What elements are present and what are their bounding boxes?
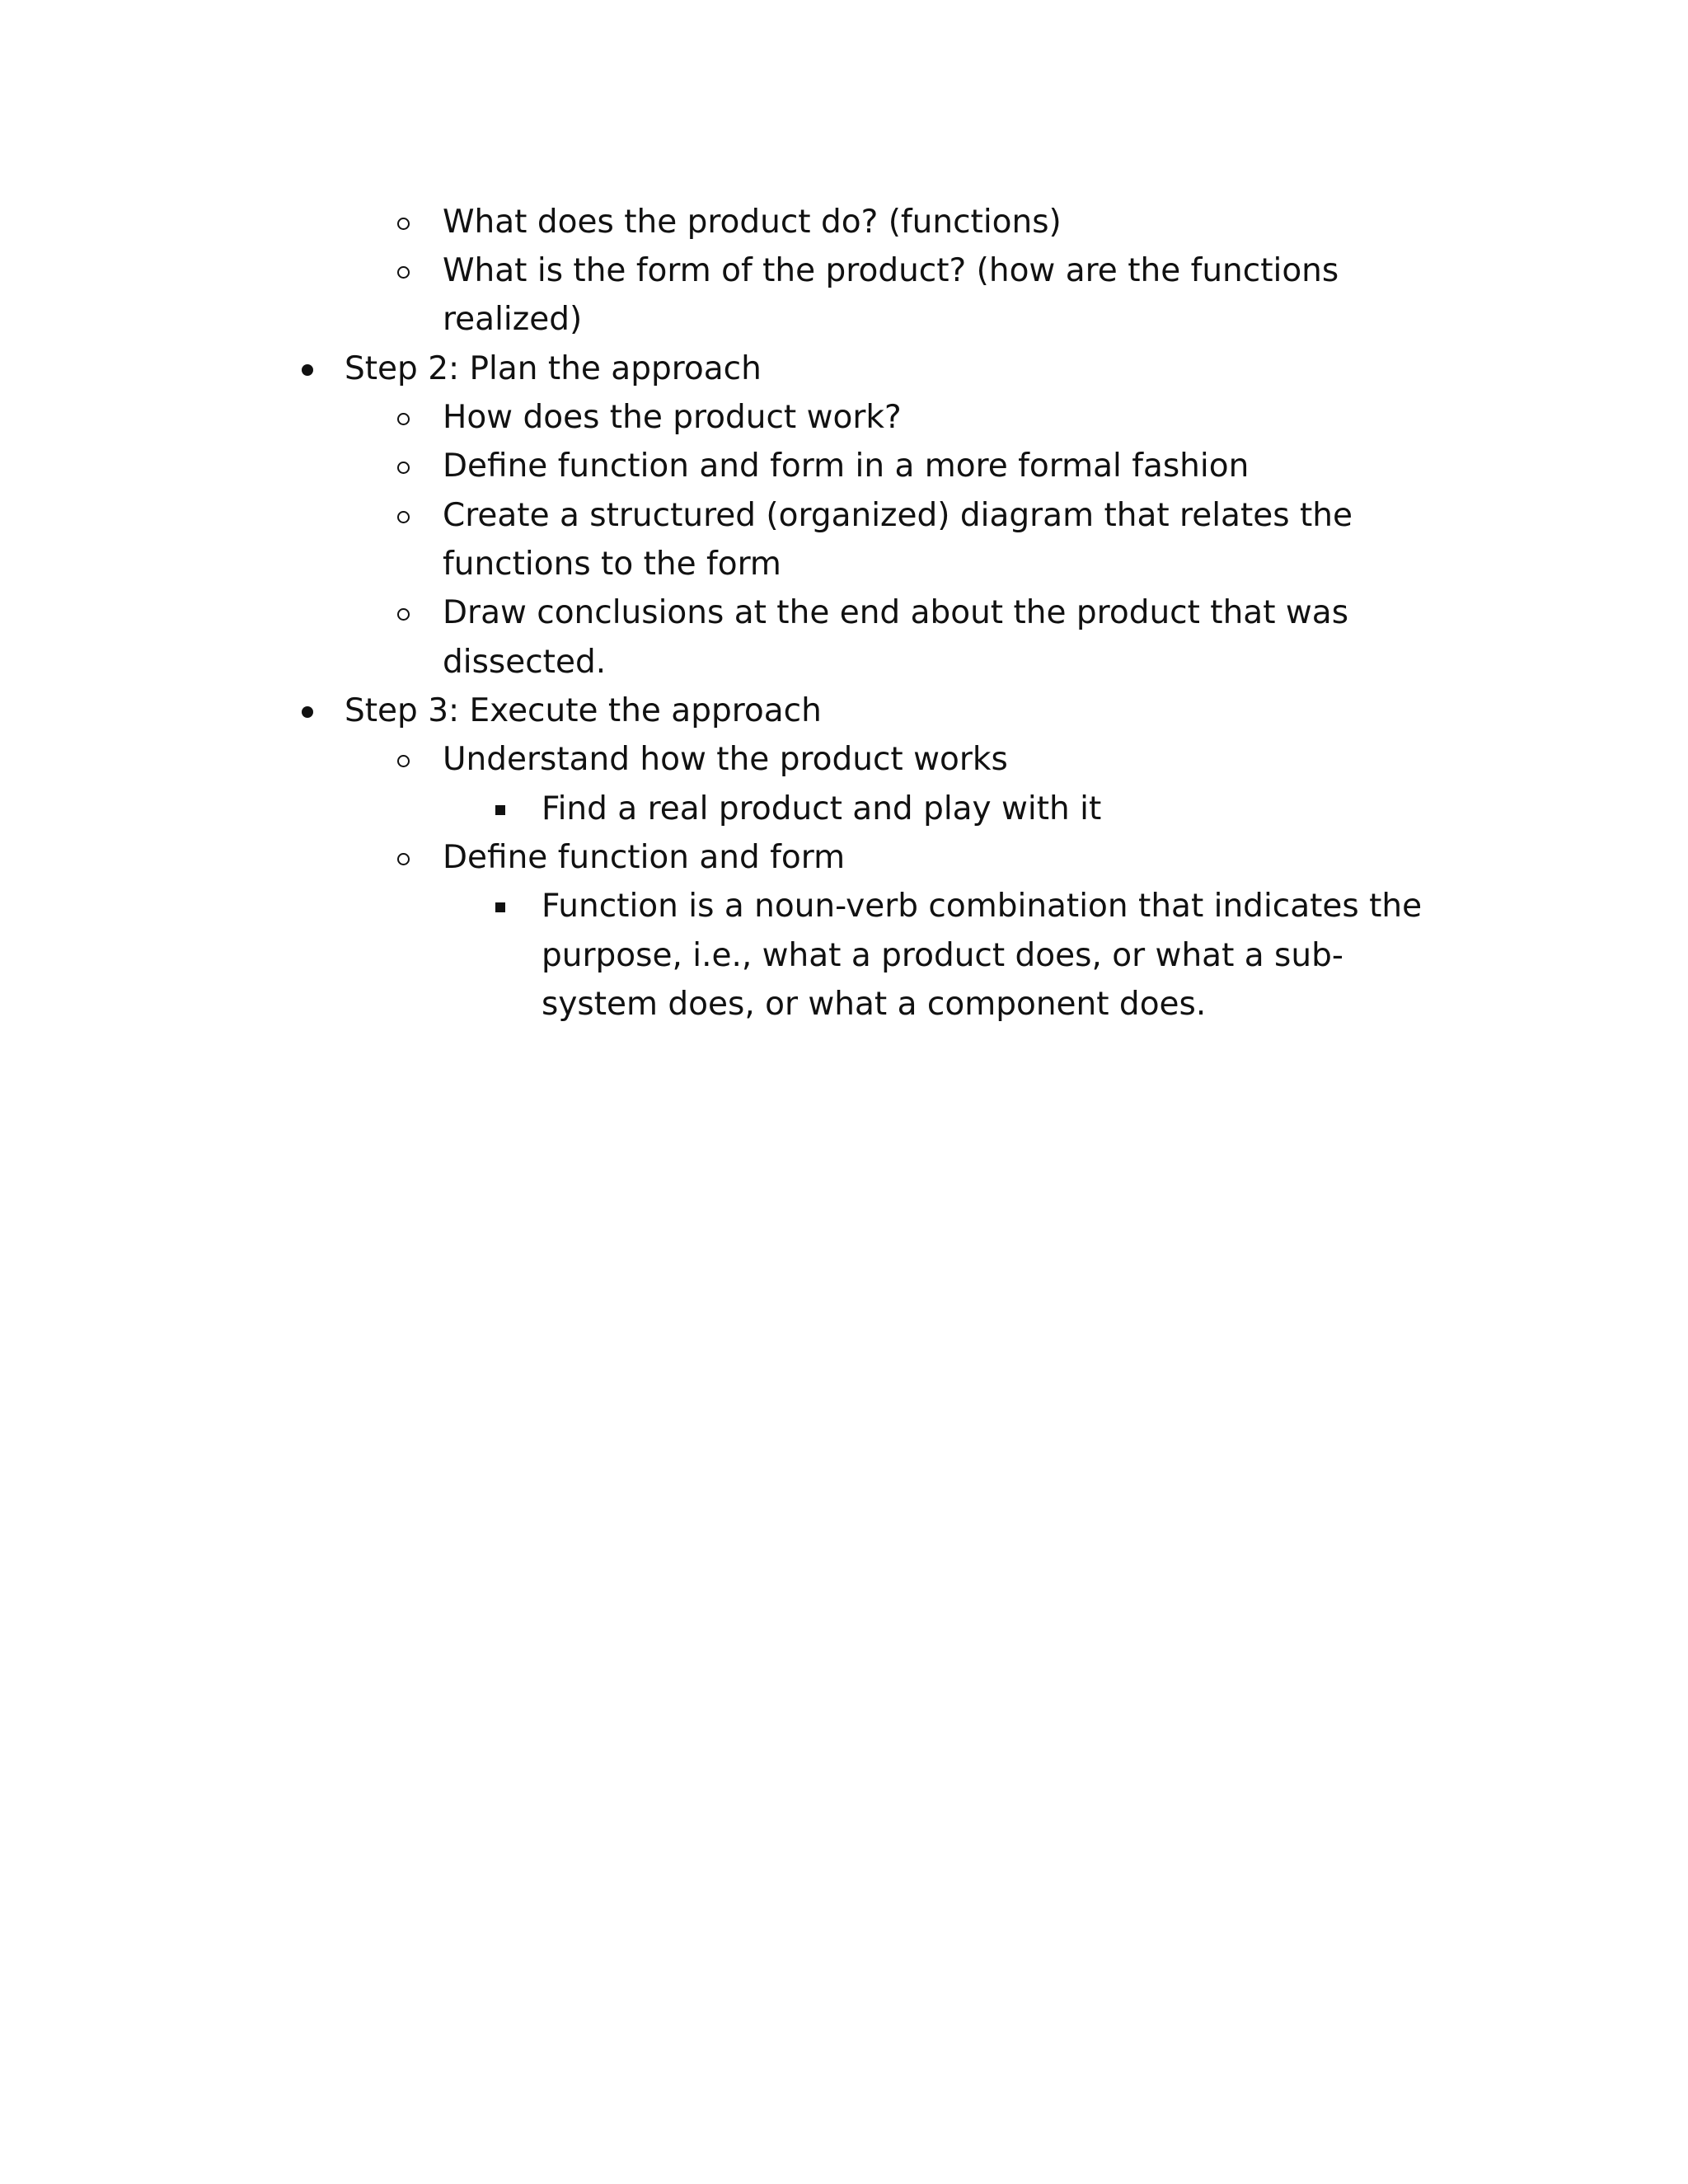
list-item-text: purpose, i.e., what a product does, or what a sub- <box>542 937 1343 974</box>
hollow-circle-bullet-icon <box>397 413 410 425</box>
list-item-text: functions to the form <box>443 546 781 583</box>
list-item-text: Define function and form <box>443 839 846 876</box>
hollow-circle-bullet-icon <box>397 266 410 279</box>
hollow-circle-bullet-icon <box>397 218 410 230</box>
hollow-circle-bullet-icon <box>397 608 410 621</box>
list-item-text: Define function and form in a more formal fashion <box>443 448 1250 485</box>
hollow-circle-bullet-icon <box>397 462 410 474</box>
hollow-circle-bullet-icon <box>397 755 410 767</box>
list-item-text: Find a real product and play with it <box>542 790 1102 827</box>
list-item-text: Understand how the product works <box>443 741 1008 778</box>
list-item-text: dissected. <box>443 644 607 681</box>
list-item-text: system does, or what a component does. <box>542 986 1207 1023</box>
square-bullet-icon <box>495 902 505 912</box>
hollow-circle-bullet-icon <box>397 511 410 523</box>
list-item-text: Function is a noun-verb combination that indicates the <box>542 888 1423 925</box>
list-item-text: How does the product work? <box>443 399 902 436</box>
list-item-text: Create a structured (organized) diagram that relates the <box>443 497 1353 534</box>
list-item-text: realized) <box>443 301 583 338</box>
list-item-text: Draw conclusions at the end about the product that was <box>443 594 1349 631</box>
list-item-text: Step 3: Execute the approach <box>345 692 822 729</box>
list-item-text: Step 2: Plan the approach <box>345 350 762 387</box>
list-item-text: What does the product do? (functions) <box>443 204 1062 241</box>
disc-bullet-icon <box>302 364 313 376</box>
disc-bullet-icon <box>302 706 313 718</box>
square-bullet-icon <box>495 805 505 815</box>
list-item-text: What is the form of the product? (how are the functions <box>443 252 1339 289</box>
hollow-circle-bullet-icon <box>397 853 410 865</box>
